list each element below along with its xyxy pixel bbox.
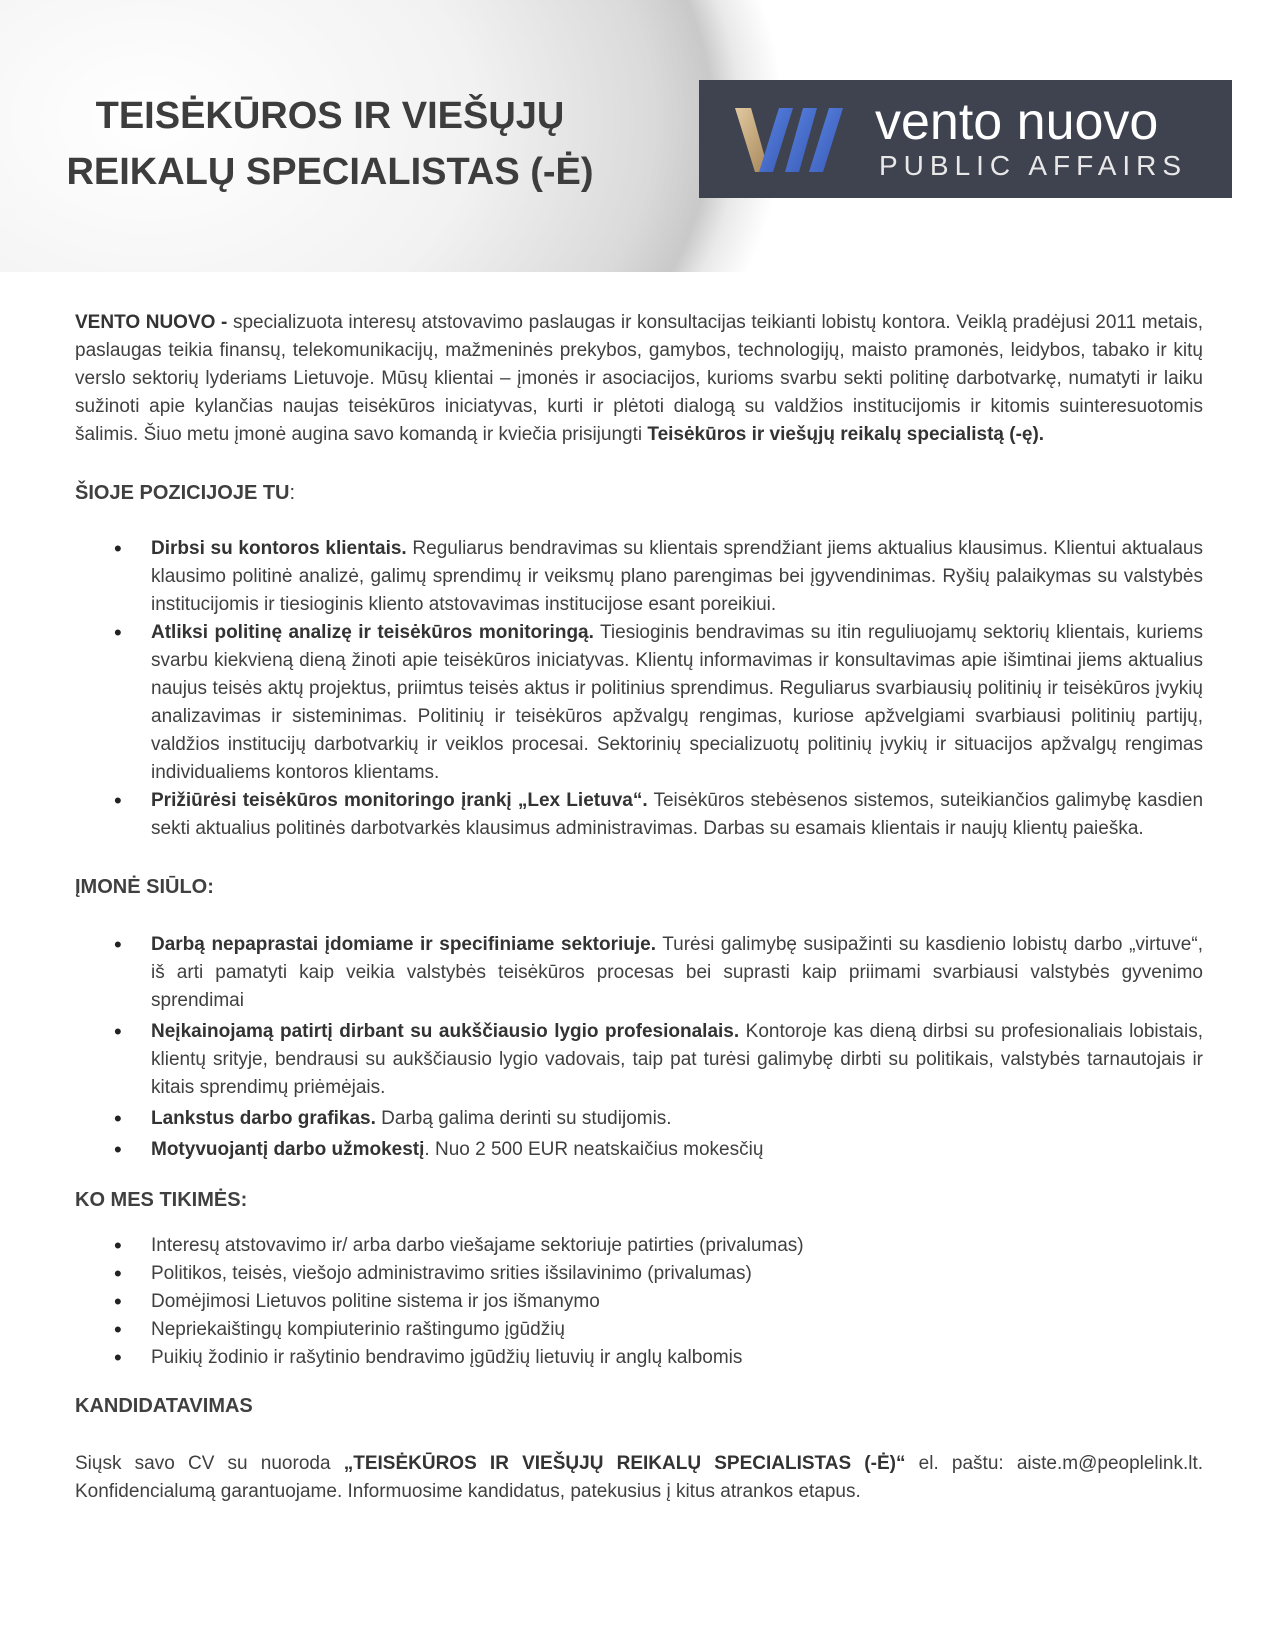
section-heading-expectations: KO MES TIKIMĖS:: [75, 1189, 248, 1211]
section-heading-role: ŠIOJE POZICIJOJE TU:: [75, 482, 296, 504]
header-banner: [0, 0, 1275, 272]
list-item: • Neįkainojamą patirtį dirbant su aukščiausio lygio profesionalais. Kontoroje kas dieną dirbsi su profesionaliais lobistais, klientų srityje, bendrausi su aukščiausio lygio vadovais, taip pat turėsi galimybę dirbti su politikais, valstybės tarnautojais ir kitais sprendimų priėmėjais.: [75, 1018, 1203, 1102]
section-heading-offer: ĮMONĖ SIŪLO:: [75, 876, 214, 898]
logo-wordmark: vento nuovo: [875, 93, 1159, 151]
list-item: • Domėjimosi Lietuvos politine sistema ir jos išmanymo: [75, 1288, 1203, 1316]
logo-subtitle: PUBLIC AFFAIRS: [879, 150, 1188, 181]
list-item: • Politikos, teisės, viešojo administravimo srities išsilavinimo (privalumas): [75, 1260, 1203, 1288]
position-name: Teisėkūros ir viešųjų reikalų specialistą (-ę).: [647, 424, 1045, 445]
role-list: [75, 535, 1203, 843]
apply-paragraph: Siųsk savo CV su nuoroda „TEISĖKŪROS IR VIEŠŲJŲ REIKALŲ SPECIALISTAS (-Ė)“ el. paštu: aiste.m@peoplelink.lt. Konfidencialumą garantuojame. Informuosime kandidatus, patekusius į kitus atrankos etapus.: [75, 1453, 1204, 1502]
intro-paragraph: [75, 309, 1203, 449]
list-item: • Motyvuojantį darbo užmokestį. Nuo 2 500 EUR neatskaičius mokesčių: [75, 1136, 1203, 1164]
job-title-line-1: TEISĖKŪROS IR VIEŠŲJŲ: [95, 95, 565, 137]
list-item: • Darbą nepaprastai įdomiame ir specifiniame sektoriuje. Turėsi galimybę susipažinti su kasdienio lobistų darbo „virtuve“, iš arti pamatyti kaip veikia valstybės teisėkūros procesas bei suprasti kaip priimami svarbiausi valstybės gyvenimo sprendimai: [75, 931, 1203, 1015]
list-item: • Puikių žodinio ir rašytinio bendravimo įgūdžių lietuvių ir anglų kalbomis: [75, 1344, 1203, 1372]
vn-logo-mark-icon: [735, 102, 865, 178]
company-name: VENTO NUOVO -: [75, 312, 228, 333]
expectations-list: [75, 1232, 1203, 1372]
job-title-line-2: REIKALŲ SPECIALISTAS (-Ė): [66, 151, 594, 193]
list-item: • Atliksi politinę analizę ir teisėkūros monitoringą. Tiesioginis bendravimas su itin reguliuojamų sektorių klientais, kuriems svarbu kiekvieną dieną žinoti apie teisėkūros iniciatyvas. Klientų informavimas ir konsultavimas apie išimtinai jiems aktualius naujus teisės aktų projektus, priimtus teisės aktus ir politinius sprendimus. Reguliarus svarbiausių politinių ir teisėkūros įvykių analizavimas ir sisteminimas. Politinių ir teisėkūros apžvalgų rengimas, kuriose apžvelgiami svarbiausi politinių partijų, valdžios institucijų darbotvarkių ir veiklos procesai. Sektorinių specializuotų politinių įvykių ir situacijos apžvalgų rengimas individualiems kontoros klientams.: [75, 619, 1203, 787]
intro-text: specializuota interesų atstovavimo paslaugas ir konsultacijas teikianti lobistų kontora. Veiklą pradėjusi 2011 metais, paslaugas teikia finansų, telekomunikacijų, mažmeninės prekybos, gamybos, technologijų, maisto pramonės, leidybos, tabako ir kitų verslo sektorių lyderiams Lietuvoje. Mūsų klientai – įmonės ir asociacijos, kurioms svarbu sekti politinę darbotvarkę, numatyti ir laiku sužinoti apie kylančias naujas teisėkūros iniciatyvas, kurti ir plėtoti dialogą su valdžios institucijomis ir kitomis suinteresuotomis šalimis. Šiuo metu įmonė augina savo komandą ir kviečia prisijungti: [75, 312, 1203, 445]
list-item: • Dirbsi su kontoros klientais. Reguliarus bendravimas su klientais sprendžiant jiems aktualius klausimus. Klientui aktualaus klausimo politinė analizė, galimų sprendimų ir veiksmų plano parengimas bei įgyvendinimas. Ryšių palaikymas su valstybės institucijomis ir tiesioginis kliento atstovavimas institucijose esant poreikiui.: [75, 535, 1203, 619]
application-reference: „TEISĖKŪROS IR VIEŠŲJŲ REIKALŲ SPECIALISTAS (-Ė)“: [343, 1453, 906, 1474]
list-item: • Interesų atstovavimo ir/ arba darbo viešajame sektoriuje patirties (privalumas): [75, 1232, 1203, 1260]
company-logo: [699, 80, 1232, 198]
list-item: • Nepriekaištingų kompiuterinio raštingumo įgūdžių: [75, 1316, 1203, 1344]
section-heading-apply: KANDIDATAVIMAS: [75, 1395, 253, 1417]
job-title: [20, 88, 640, 200]
list-item: • Prižiūrėsi teisėkūros monitoringo įrankį „Lex Lietuva“. Teisėkūros stebėsenos sistemos, suteikiančios galimybę kasdien sekti aktualius politinės darbotvarkės klausimus administravimas. Darbas su esamais klientais ir naujų klientų paieška.: [75, 787, 1203, 843]
list-item: • Lankstus darbo grafikas. Darbą galima derinti su studijomis.: [75, 1105, 1203, 1133]
offer-list: [75, 931, 1203, 1164]
job-description: [75, 309, 1203, 1506]
